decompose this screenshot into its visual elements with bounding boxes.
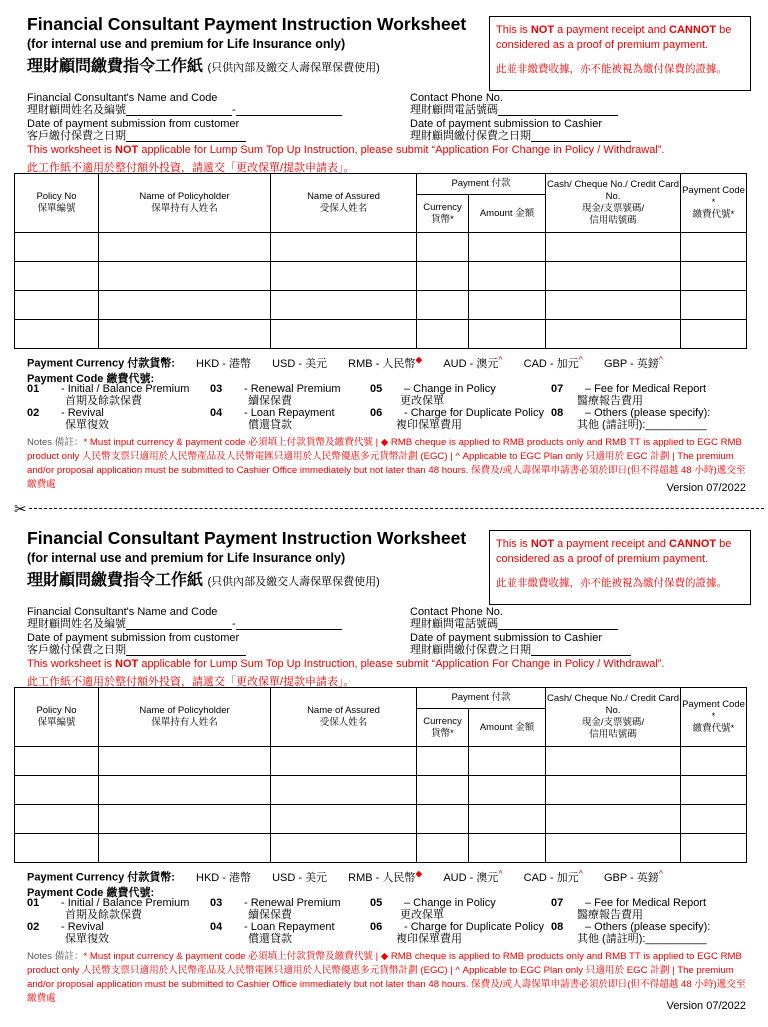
payment-code-title: Payment Code 繳費代號: xyxy=(27,887,155,899)
currency-usd: USD - 美元 xyxy=(272,871,328,884)
col-policyholder: Name of Policyholder 保單持有人姓名 xyxy=(99,174,271,233)
currency-aud: AUD - 澳元^ xyxy=(443,868,503,884)
footnotes: Notes 備註：* Must input currency & payment code 必須填上付款貨幣及繳費代號 | ◆ RMB cheque is applied to RMB products only and RMB TT is applied to EGC RMB product only 人民幣支票只適用於人民幣產品及人民幣電匯只適用於人民幣優惠多元貨幣計劃 (EGC) | ^ Applicable to EGC Plan only 只適用於 EGC 計劃 | The premium and/or proposal application must be submitted to Cashier Office immediately but not later than 48 hours. 保費及/或人壽保單申請書必須於即日(但不得超越 48 小時)遞交至繳費處 xyxy=(27,951,746,1004)
payment-code-03: 03 - Renewal Premium 續保保費 xyxy=(210,897,341,921)
col-currency: Currency 貨幣* xyxy=(417,195,469,233)
form-title: Financial Consultant Payment Instruction Worksheet xyxy=(27,14,467,34)
payment-code-07: 07 – Fee for Medical Report 醫療報告費用 xyxy=(551,897,707,921)
payment-code-08: 08 – Others (please specify): 其他 (請註明):__________ xyxy=(551,921,711,945)
form-title-zh-main: 理財顧問繳費指令工作紙 xyxy=(27,58,204,75)
payment-table xyxy=(14,687,747,863)
currency-rmb: RMB - 人民幣◆ xyxy=(348,868,423,884)
form-title: Financial Consultant Payment Instruction Worksheet xyxy=(27,528,467,548)
payment-code-05: 05 – Change in Policy 更改保單 xyxy=(370,383,496,407)
col-amount: Amount 金額 xyxy=(469,709,546,747)
currency-gbp: GBP - 英鎊^ xyxy=(603,354,663,370)
footnotes: Notes 備註：* Must input currency & payment code 必須填上付款貨幣及繳費代號 | ◆ RMB cheque is applied to RMB products only and RMB TT is applied to EGC RMB product only 人民幣支票只適用於人民幣產品及人民幣電匯只適用於人民幣優惠多元貨幣計劃 (EGC) | ^ Applicable to EGC Plan only 只適用於 EGC 計劃 | The premium and/or proposal application must be submitted to Cashier Office immediately but not later than 48 hours. 保費及/或人壽保單申請書必須於即日(但不得超越 48 小時)遞交至繳費處 xyxy=(27,437,746,490)
payment-code-04: 04 - Loan Repayment 償還貸款 xyxy=(210,921,335,945)
table-row[interactable] xyxy=(15,291,747,320)
col-currency: Currency 貨幣* xyxy=(417,709,469,747)
col-assured: Name of Assured 受保人姓名 xyxy=(271,688,417,747)
form-title-zh xyxy=(27,53,380,76)
col-payment-group: Payment 付款 xyxy=(417,174,546,195)
payment-currency-line: Payment Currency 付款貨幣: HKD - 港幣 USD - 美元 RMB - 人民幣◆ AUD - 澳元^ CAD - 加元^ GBP - 英鎊^ xyxy=(27,354,663,370)
payment-code-06: 06 - Charge for Duplicate Policy 複印保單費用 xyxy=(370,407,545,431)
table-row[interactable] xyxy=(15,776,747,805)
table-row[interactable] xyxy=(15,320,747,349)
form-title-zh-main: 理財顧問繳費指令工作紙 xyxy=(27,572,204,589)
date-cashier-field[interactable]: Date of payment submission to Cashier 理財顧問繳付保費之日期 xyxy=(410,632,631,656)
col-amount: Amount 金額 xyxy=(469,195,546,233)
cut-line xyxy=(14,508,764,509)
currency-cad: CAD - 加元^ xyxy=(523,354,583,370)
form-subtitle: (for internal use and premium for Life Insurance only) xyxy=(27,551,346,565)
table-row[interactable] xyxy=(15,805,747,834)
form-title-zh-note: (只供內部及繳交人壽保單保費使用) xyxy=(207,62,380,74)
currency-hkd: HKD - 港幣 xyxy=(196,871,251,884)
contact-phone-field[interactable]: Contact Phone No. 理財顧問電話號碼 xyxy=(410,92,618,116)
payment-code-01: 01 - Initial / Balance Premium 首期及餘款保費 xyxy=(27,897,190,921)
scissors-icon: ✂ xyxy=(14,501,27,518)
table-row[interactable] xyxy=(15,747,747,776)
payment-code-07: 07 – Fee for Medical Report 醫療報告費用 xyxy=(551,383,707,407)
col-payment-code: Payment Code * 繳費代號* xyxy=(681,174,747,233)
notice-en: This is NOT a payment receipt and CANNOT be considered as a proof of premium payment. xyxy=(496,538,732,565)
col-payment-group: Payment 付款 xyxy=(417,688,546,709)
contact-phone-field[interactable]: Contact Phone No. 理財顧問電話號碼 xyxy=(410,606,618,630)
notice-en: This is NOT a payment receipt and CANNOT be considered as a proof of premium payment. xyxy=(496,24,732,51)
col-payment-code: Payment Code * 繳費代號* xyxy=(681,688,747,747)
payment-code-title: Payment Code 繳費代號: xyxy=(27,373,155,385)
lump-sum-warning: This worksheet is NOT applicable for Lump Sum Top Up Instruction, please submit “Application For Change in Policy / Withdrawal”. xyxy=(27,144,665,156)
date-customer-field[interactable]: Date of payment submission from customer 客戶繳付保費之日期 xyxy=(27,118,246,142)
currency-aud: AUD - 澳元^ xyxy=(443,354,503,370)
fc-name-field[interactable]: Financial Consultant's Name and Code 理財顧問姓名及編號 - xyxy=(27,606,342,630)
currency-gbp: GBP - 英鎊^ xyxy=(603,868,663,884)
worksheet-copy-bottom xyxy=(0,522,768,1027)
currency-usd: USD - 美元 xyxy=(272,357,328,370)
payment-code-06: 06 - Charge for Duplicate Policy 複印保單費用 xyxy=(370,921,545,945)
col-policy-no: Policy No 保單編號 xyxy=(15,174,99,233)
date-customer-field[interactable]: Date of payment submission from customer 客戶繳付保費之日期 xyxy=(27,632,246,656)
payment-code-02: 02 - Revival 保單復效 xyxy=(27,407,109,431)
col-policyholder: Name of Policyholder 保單持有人姓名 xyxy=(99,688,271,747)
currency-hkd: HKD - 港幣 xyxy=(196,357,251,370)
version-label: Version 07/2022 xyxy=(666,1000,746,1012)
col-cheque-no: Cash/ Cheque No./ Credit Card No. 現金/支票號碼/ 信用咭號碼 xyxy=(546,688,681,747)
table-row[interactable] xyxy=(15,262,747,291)
payment-currency-line: Payment Currency 付款貨幣: HKD - 港幣 USD - 美元 RMB - 人民幣◆ AUD - 澳元^ CAD - 加元^ GBP - 英鎊^ xyxy=(27,868,663,884)
table-row[interactable] xyxy=(15,233,747,262)
col-assured: Name of Assured 受保人姓名 xyxy=(271,174,417,233)
payment-code-05: 05 – Change in Policy 更改保單 xyxy=(370,897,496,921)
currency-cad: CAD - 加元^ xyxy=(523,868,583,884)
fc-name-field[interactable]: Financial Consultant's Name and Code 理財顧問姓名及編號 - xyxy=(27,92,342,116)
form-title-zh xyxy=(27,567,380,590)
payment-code-02: 02 - Revival 保單復效 xyxy=(27,921,109,945)
table-row[interactable] xyxy=(15,834,747,863)
form-title-zh-note: (只供內部及繳交人壽保單保費使用) xyxy=(207,576,380,588)
worksheet-copy-top xyxy=(0,8,768,518)
lump-sum-warning-zh: 此工作紙不適用於整付額外投資，請遞交「更改保單/提款申請表」。 xyxy=(27,676,355,688)
lump-sum-warning-zh: 此工作紙不適用於整付額外投資，請遞交「更改保單/提款申請表」。 xyxy=(27,162,355,174)
form-subtitle: (for internal use and premium for Life Insurance only) xyxy=(27,37,346,51)
payment-code-01: 01 - Initial / Balance Premium 首期及餘款保費 xyxy=(27,383,190,407)
notice-zh: 此並非繳費收據，亦不能被視為繳付保費的證據。 xyxy=(496,577,727,589)
currency-rmb: RMB - 人民幣◆ xyxy=(348,354,423,370)
payment-code-08: 08 – Others (please specify): 其他 (請註明):__________ xyxy=(551,407,711,431)
col-cheque-no: Cash/ Cheque No./ Credit Card No. 現金/支票號碼/ 信用咭號碼 xyxy=(546,174,681,233)
not-receipt-notice xyxy=(489,530,751,605)
col-policy-no: Policy No 保單編號 xyxy=(15,688,99,747)
date-cashier-field[interactable]: Date of payment submission to Cashier 理財顧問繳付保費之日期 xyxy=(410,118,631,142)
payment-table xyxy=(14,173,747,349)
lump-sum-warning: This worksheet is NOT applicable for Lump Sum Top Up Instruction, please submit “Application For Change in Policy / Withdrawal”. xyxy=(27,658,665,670)
payment-code-03: 03 - Renewal Premium 續保保費 xyxy=(210,383,341,407)
not-receipt-notice xyxy=(489,16,751,91)
version-label: Version 07/2022 xyxy=(666,482,746,494)
payment-code-04: 04 - Loan Repayment 償還貸款 xyxy=(210,407,335,431)
notice-zh: 此並非繳費收據，亦不能被視為繳付保費的證據。 xyxy=(496,63,727,75)
